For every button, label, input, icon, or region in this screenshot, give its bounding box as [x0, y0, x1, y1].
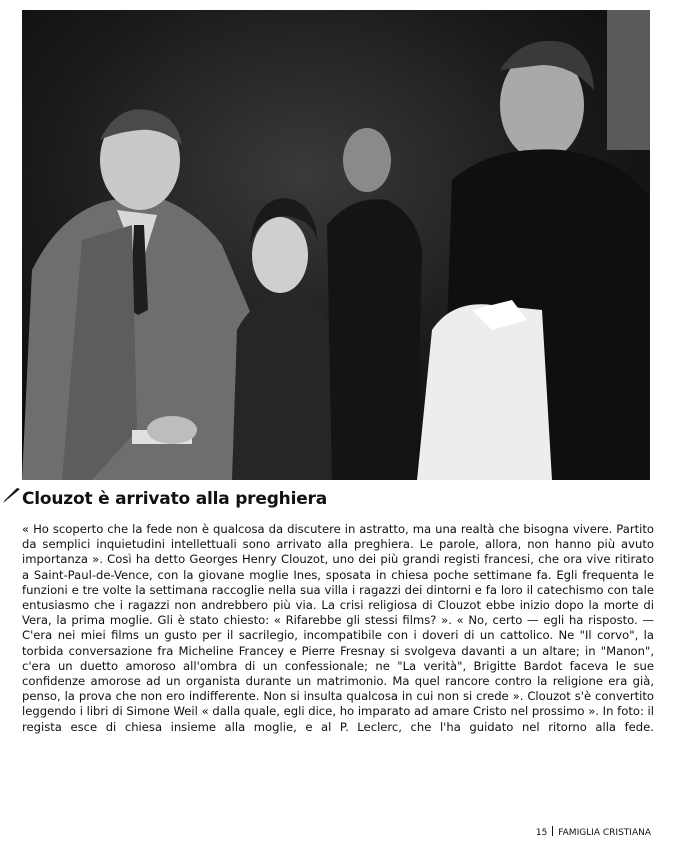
footer-divider — [552, 826, 553, 836]
quill-icon — [2, 484, 22, 504]
page-footer — [536, 826, 651, 839]
news-photo — [22, 10, 650, 480]
photo-illustration — [22, 10, 650, 480]
publication-name: FAMIGLIA CRISTIANA — [558, 828, 651, 838]
article-body: « Ho scoperto che la fede non è qualcosa da discutere in astratto, ma una realtà che bisogna vivere. Partito da semplici inquietudini intellettuali sono arrivato alla preghiera. Le parole, allora, non hanno più avuto importanza ». Così ha detto Georges Henry Clouzot, uno dei più grandi registi francesi, che ora vive ritirato a Saint-Paul-de-Vence, con la giovane moglie Ines, sposata in chiesa poche settimane fa. Egli frequenta le funzioni e tre volte la settimana raccoglie nella sua villa i ragazzi dei dintorni e fa loro il catechismo con tale entusiasmo che i ragazzi non andrebbero più via. La crisi religiosa di Clouzot ebbe inizio dopo la morte di Vera, la prima moglie. Gli è stato chiesto: « Rifarebbe gli stessi films? ». « No, certo — egli ha risposto. — C'era nei miei films un gusto per il sacrilegio, incompatibile con i doveri di un cattolico. Ne "Il corvo", la torbida conversazione fra Micheline Francey e Pierre Fresnay si svolgeva davanti a un altare; in "Manon", c'era un duetto amoroso all'ombra di un confessionale; ne "La verità", Brigitte Bardot faceva le sue confidenze amorose ad un organista durante un matrimonio. Ma quel rancore contro la religione era già, penso, la prova che non ero indifferente. Non si insulta qualcosa in cui non si crede ». Clouzot s'è convertito leggendo i libri di Simone Weil « dalla quale, egli dice, ho imparato ad amare Cristo nel prossimo ». In foto: il regista esce di chiesa insieme alla moglie, e al P. Leclerc, che l'ha guidato nel ritorno alla fede. — [22, 522, 654, 734]
article-headline: Clouzot è arrivato alla preghiera — [22, 489, 327, 509]
page-number: 15 — [535, 828, 548, 838]
